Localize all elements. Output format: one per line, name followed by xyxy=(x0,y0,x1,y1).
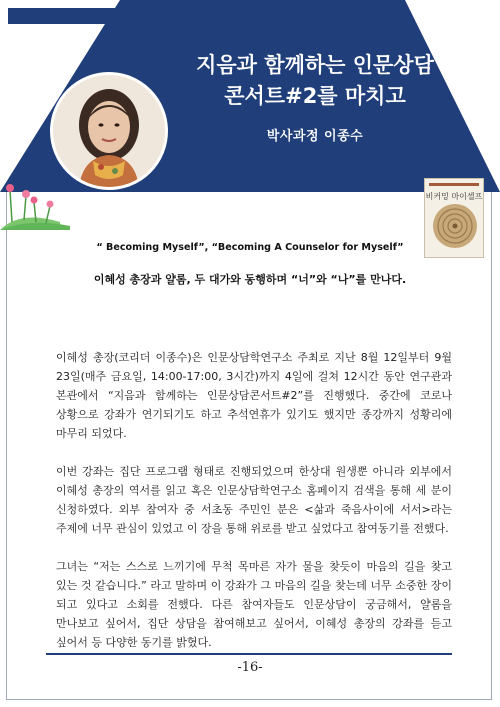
paragraph-2: 이번 강좌는 집단 프로그램 형태로 진행되었으며 한상대 원생뿐 아니라 외부에서 이혜성 총장의 역서를 읽고 혹은 인문상담학연구소 홈페이지 검색을 통해 세 분이 신청하였다. 외부 참여자 중 서초동 주민인 분은 <삶과 죽음사이에 서서>라는 주제에 너무 관심이 있었고 이 장을 통해 위로를 받고 싶었다고 참여동기를 전했다. xyxy=(56,465,452,535)
article-body xyxy=(56,348,452,671)
book-banner xyxy=(429,183,479,186)
page-number: -16- xyxy=(237,660,263,675)
quote-line: “ Becoming Myself”, “Becoming A Counselor for Myself” xyxy=(96,242,404,253)
corner-accent xyxy=(8,8,126,24)
flowers-illustration xyxy=(0,160,70,230)
intro-line: 이혜성 총장과 얄롬, 두 대가와 동행하며 “너”와 “나”를 만나다. xyxy=(93,273,407,286)
book-title: 비커밍 마이셀프 xyxy=(425,192,483,201)
author-byline: 박사과정 이종수 xyxy=(266,129,364,144)
article-title xyxy=(150,50,480,112)
footer-divider xyxy=(46,653,452,655)
title-line-2: 콘서트#2를 마치고 xyxy=(224,84,406,108)
paragraph-3: 그녀는 “저는 스스로 느끼기에 무척 목마른 자가 물을 찾듯이 마음의 길을 찾고 있는 것 같습니다.” 라고 말하며 이 강좌가 그 마음의 길을 찾는데 너무 소중한 장이 되고 있다고 소회를 전했다. 다른 참여자들도 인문상담이 궁금해서, 얄롬을 만나보고 싶어서, 집단 상담을 참여해보고 싶어서, 이혜성 총장의 강좌를 듣고 싶어서 등 다양한 동기를 밝혔다. xyxy=(56,560,452,649)
paragraph-1: 이혜성 총장(코리더 이종수)은 인문상담학연구소 주최로 지난 8월 12일부터 9월 23일(매주 금요일, 14:00-17:00, 3시간)까지 4일에 걸쳐 12시간 동안 연구관과 본관에서 “지음과 함께하는 인문상담콘서트#2”를 진행했다. 중간에 코로나 상황으로 강좌가 연기되기도 하고 추석연휴가 있기도 했지만 종강까지 성황리에 마무리 되었다. xyxy=(56,351,452,440)
title-line-1: 지음과 함께하는 인문상담 xyxy=(196,53,434,77)
